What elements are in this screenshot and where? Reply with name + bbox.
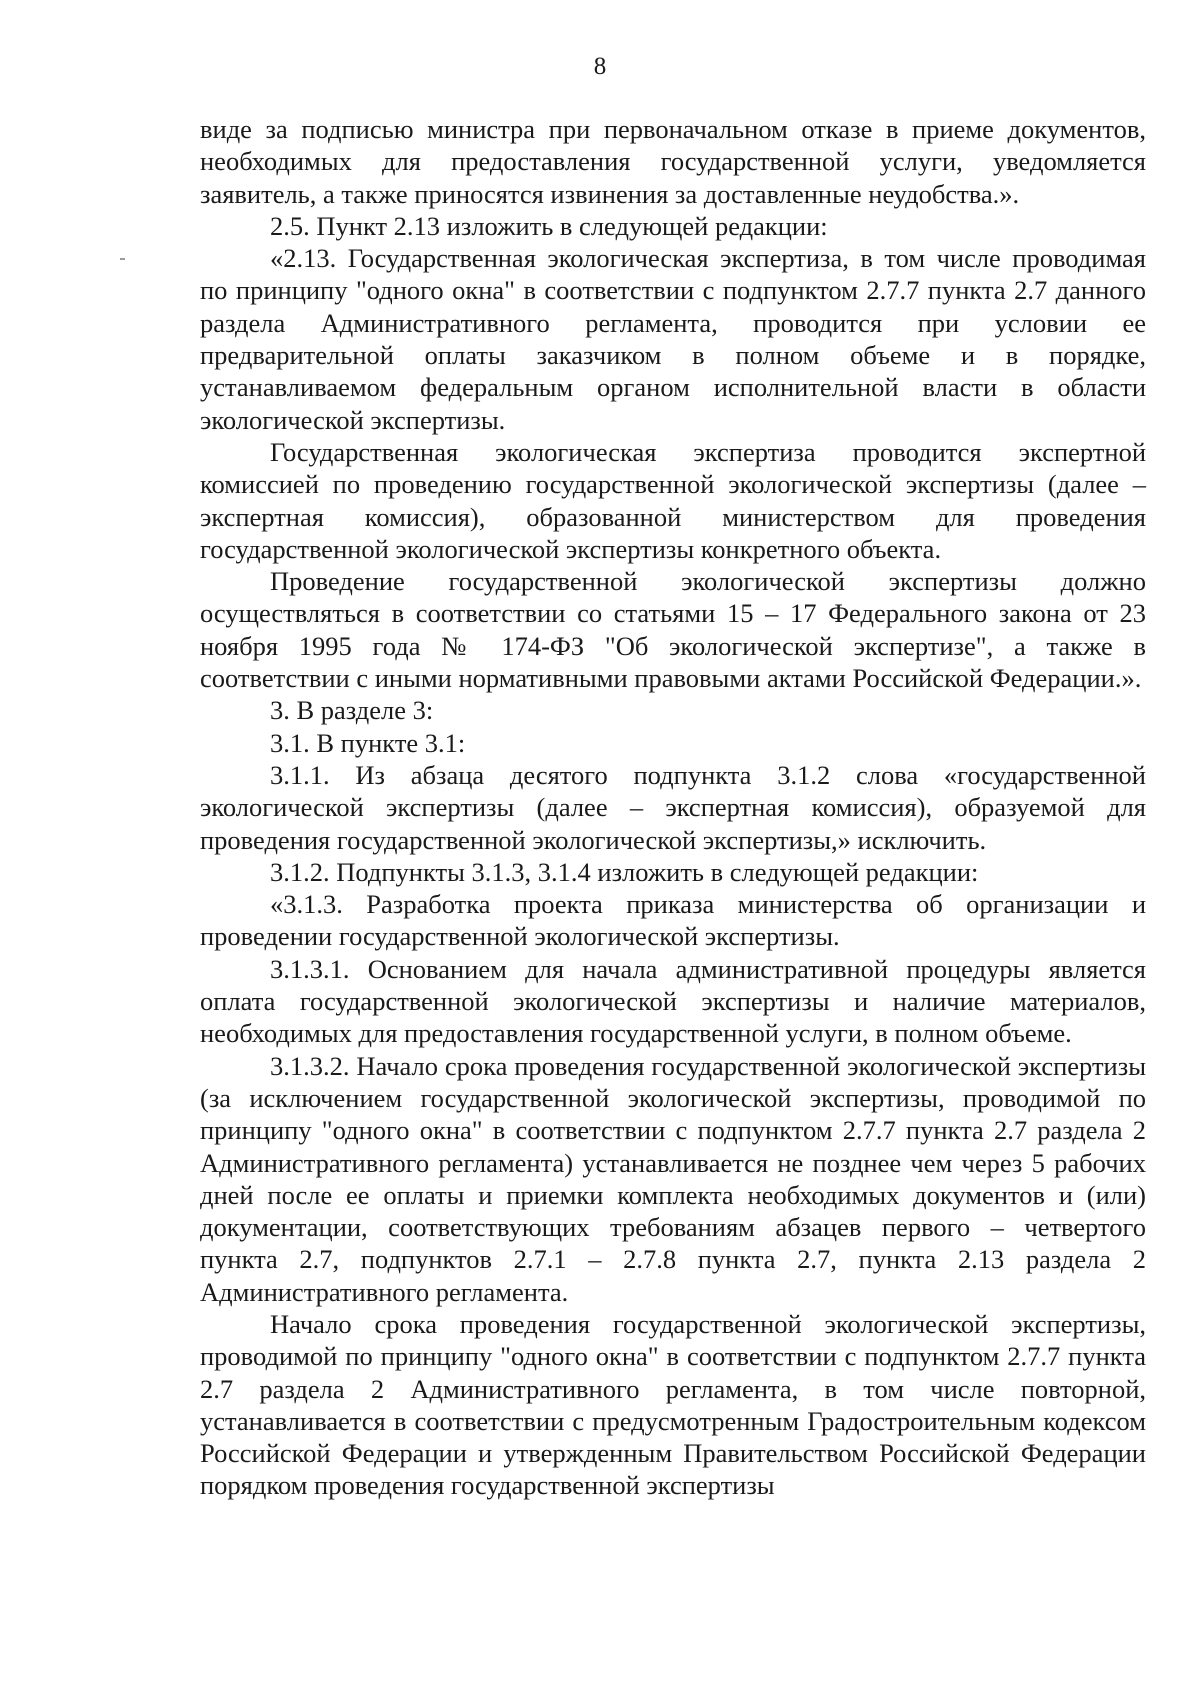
- scan-mark: [120, 258, 125, 260]
- paragraph-continuation: виде за подписью министра при первоначальном отказе в приеме документов, необходимых для предоставления государственной услуги, уведомляется заявитель, а также приносятся извинения за доставленные неудобства.».: [200, 114, 1146, 209]
- paragraph-section-3: 3. В разделе 3:: [270, 695, 434, 726]
- paragraph-expert-commission: Государственная экологическая экспертиза проводится экспертной комиссией по проведению государственной экологической экспертизы (далее – экспертная комиссия), образованной министерством для проведения государственной экологической экспертизы конкретного объекта.: [200, 436, 1146, 564]
- paragraph-item-3-1-3-2: 3.1.3.2. Начало срока проведения государственной экологической экспертизы (за исключением государственной экологической экспертизы, проводимой по принципу "одного окна" в соответствии с подпунктом 2.7.7 пункта 2.7 раздела 2 Административного регламента) устанавливается не позднее чем через 5 рабочих дней после ее оплаты и приемки комплекта необходимых документов и (или) документации, соответствующих требованиям абзацев первого – четвертого пункта 2.7, подпунктов 2.7.1 – 2.7.8 пункта 2.7, пункта 2.13 раздела 2 Административного регламента.: [200, 1050, 1146, 1307]
- paragraph-item-3-1-2: 3.1.2. Подпункты 3.1.3, 3.1.4 изложить в следующей редакции:: [270, 856, 979, 887]
- document-body: [200, 113, 1146, 1502]
- paragraph-federal-law: Проведение государственной экологической экспертизы должно осуществляться в соответствии со статьями 15 – 17 Федерального закона от 23 ноября 1995 года № 174-ФЗ "Об экологической экспертизе", а также в соответствии с иными нормативными правовыми актами Российской Федерации.».: [200, 566, 1146, 694]
- paragraph-item-3-1-3: «3.1.3. Разработка проекта приказа министерства об организации и проведении государственной экологической экспертизы.: [200, 889, 1146, 952]
- paragraph-item-3-1-1: 3.1.1. Из абзаца десятого подпункта 3.1.2 слова «государственной экологической экспертизы (далее – экспертная комиссия), образуемой для проведения государственной экологической экспертизы,» исключить.: [200, 759, 1146, 855]
- paragraph-item-3-1: 3.1. В пункте 3.1:: [270, 727, 466, 758]
- page-number: 8: [593, 53, 607, 80]
- paragraph-one-window-start: Начало срока проведения государственной экологической экспертизы, проводимой по принципу "одного окна" в соответствии с подпунктом 2.7.7 пункта 2.7 раздела 2 Административного регламента, в том числе повторной, устанавливается в соответствии с предусмотренным Градостроительным кодексом Российской Федерации и утвержденным Правительством Российской Федерации порядком проведения государственной экспертизы: [200, 1308, 1146, 1501]
- paragraph-item-3-1-3-1: 3.1.3.1. Основанием для начала административной процедуры является оплата государственной экологической экспертизы и наличие материалов, необходимых для предоставления государственной услуги, в полном объеме.: [200, 953, 1146, 1049]
- paragraph-item-2-13: «2.13. Государственная экологическая экспертиза, в том числе проводимая по принципу "одного окна" в соответствии с подпунктом 2.7.7 пункта 2.7 данного раздела Административного регламента, проводится при условии ее предварительной оплаты заказчиком в полном объеме и в порядке, устанавливаемом федеральным органом исполнительной власти в области экологической экспертизы.: [200, 243, 1146, 435]
- paragraph-item-2-5: 2.5. Пункт 2.13 изложить в следующей редакции:: [270, 210, 828, 241]
